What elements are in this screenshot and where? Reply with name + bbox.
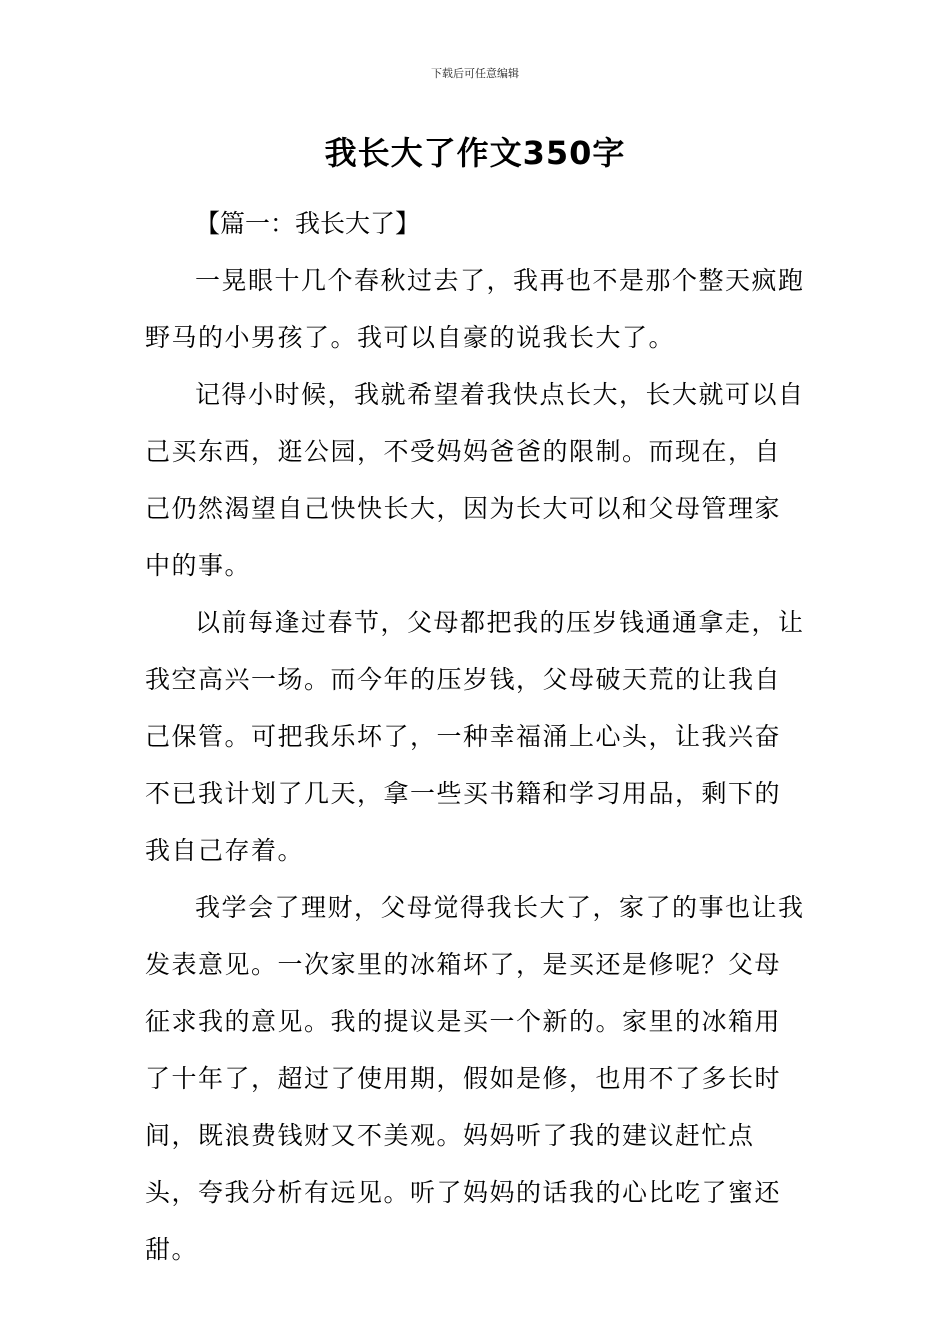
paragraph-4: 我学会了理财，父母觉得我长大了，家了的事也让我发表意见。一次家里的冰箱坏了，是买还是修呢？父母征求我的意见。我的提议是买一个新的。家里的冰箱用了十年了，超过了使用期，假如是修，也用不了多长时间，既浪费钱财又不美观。妈妈听了我的建议赶忙点头，夸我分析有远见。听了妈妈的话我的心比吃了蜜还甜。: [145, 893, 805, 1264]
document-title: 我长大了作文350字: [324, 134, 626, 172]
header-note: 下载后可任意编辑: [431, 67, 519, 80]
paragraph-2: 记得小时候，我就希望着我快点长大，长大就可以自己买东西，逛公园，不受妈妈爸爸的限制。而现在，自己仍然渴望自己快快长大，因为长大可以和父母管理家中的事。: [145, 380, 805, 580]
document-body: [145, 195, 805, 1278]
section-heading: 【篇一：我长大了】: [195, 209, 421, 238]
paragraph-1: 一晃眼十几个春秋过去了，我再也不是那个整天疯跑野马的小男孩了。我可以自豪的说我长大了。: [145, 266, 805, 352]
paragraph-3: 以前每逢过春节，父母都把我的压岁钱通通拿走，让我空高兴一场。而今年的压岁钱，父母破天荒的让我自己保管。可把我乐坏了，一种幸福涌上心头，让我兴奋不已我计划了几天，拿一些买书籍和学习用品，剩下的我自己存着。: [145, 608, 805, 865]
